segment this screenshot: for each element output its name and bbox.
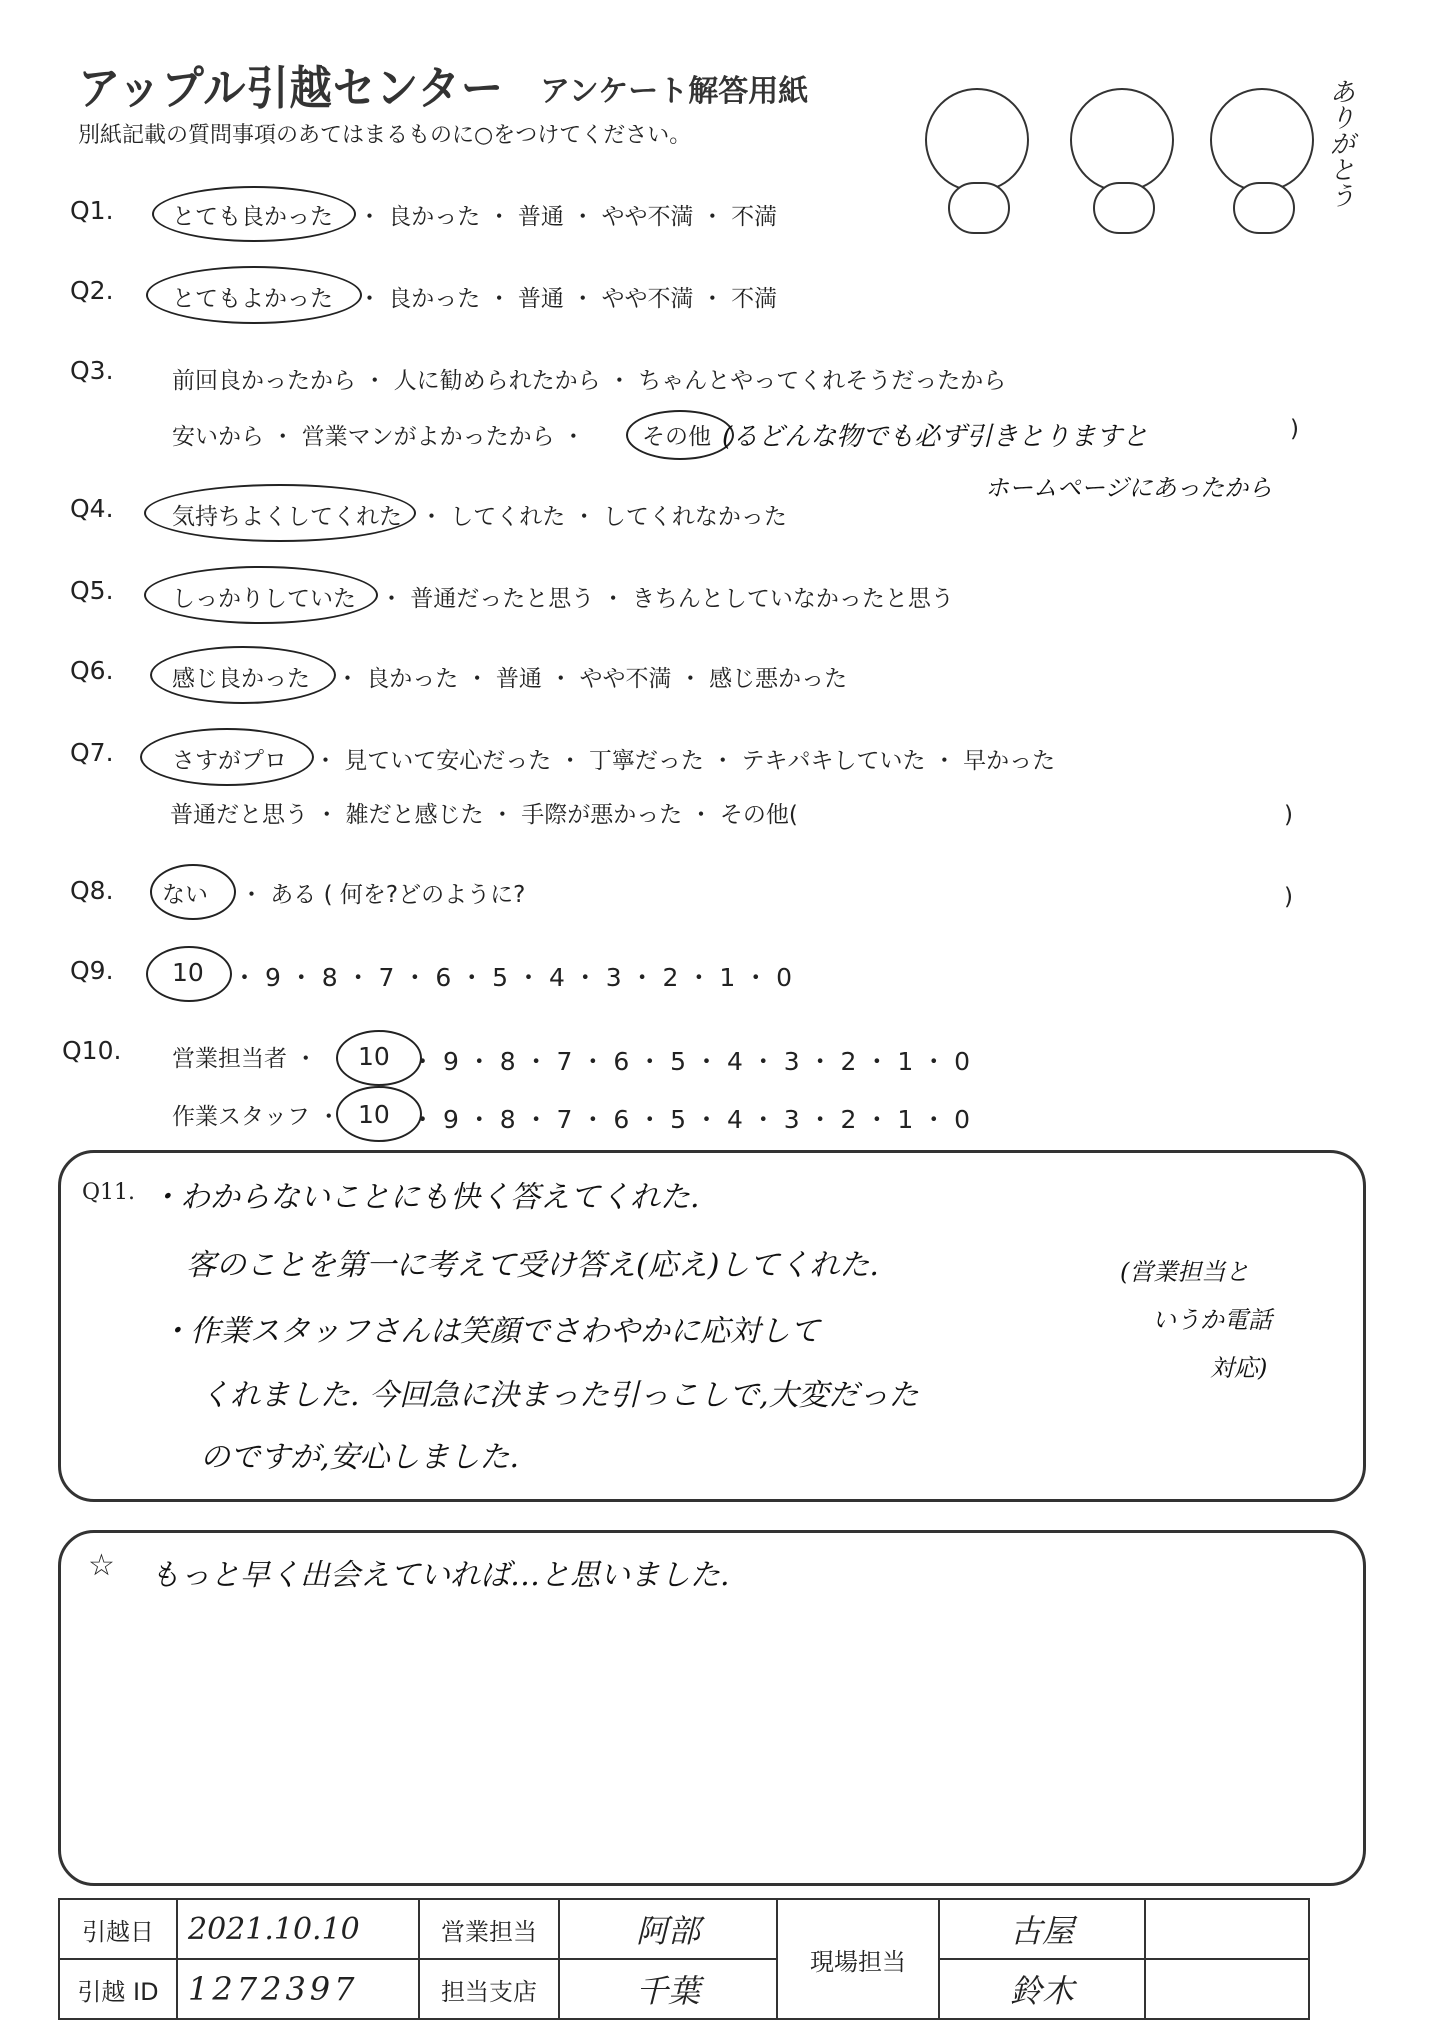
branch-value[interactable]: 千葉: [559, 1959, 777, 2019]
q2-other-options[interactable]: ・ 良かった ・ 普通 ・ やや不満 ・ 不満: [358, 286, 778, 312]
q1-other-options[interactable]: ・ 良かった ・ 普通 ・ やや不満 ・ 不満: [358, 204, 778, 230]
site-value-1[interactable]: 古屋: [939, 1899, 1145, 1959]
q11-line-1: ・わからないことにも快く答えてくれた.: [150, 1180, 700, 1215]
q10-staff-other-options[interactable]: ・ 9 ・ 8 ・ 7 ・ 6 ・ 5 ・ 4 ・ 3 ・ 2 ・ 1 ・ 0: [410, 1105, 971, 1134]
q3-options-line2[interactable]: 安いから ・ 営業マンがよかったから ・: [172, 424, 585, 450]
q10-staff-selected[interactable]: 10: [358, 1100, 390, 1129]
star-icon: ☆: [88, 1548, 115, 1583]
comment-text: もっと早く出会えていれば…と思いました.: [150, 1558, 730, 1593]
form-title: アンケート解答用紙: [540, 74, 809, 109]
move-id-label: 引越 ID: [59, 1959, 177, 2019]
site-value-2[interactable]: 鈴木: [939, 1959, 1145, 2019]
q8-other-options[interactable]: ・ ある ( 何を?どのように?: [240, 882, 526, 908]
q3-label: Q3.: [70, 356, 114, 385]
q8-selected-option[interactable]: ない: [162, 882, 208, 908]
q7-selected-option[interactable]: さすがプロ: [172, 748, 287, 774]
sales-label: 営業担当: [419, 1899, 559, 1959]
q6-selected-option[interactable]: 感じ良かった: [172, 666, 310, 692]
site-extra-cell-2[interactable]: [1145, 1959, 1309, 2019]
q10-sales-selected[interactable]: 10: [358, 1042, 390, 1071]
info-table: [58, 1898, 1310, 2020]
site-extra-cell-1[interactable]: [1145, 1899, 1309, 1959]
q2-label: Q2.: [70, 276, 114, 305]
q11-note-2: いうか電話: [1152, 1306, 1272, 1334]
q6-other-options[interactable]: ・ 良かった ・ 普通 ・ やや不満 ・ 感じ悪かった: [336, 666, 848, 692]
branch-label: 担当支店: [419, 1959, 559, 2019]
mascot-3: [1210, 88, 1314, 192]
q7-other-options-line2[interactable]: 普通だと思う ・ 雑だと感じた ・ 手際が悪かった ・ その他(: [170, 802, 798, 828]
move-date-value[interactable]: 2021.10.10: [177, 1899, 419, 1959]
move-date-label: 引越日: [59, 1899, 177, 1959]
q1-selected-option[interactable]: とても良かった: [172, 204, 333, 230]
q11-line-3: ・作業スタッフさんは笑顔でさわやかに応対して: [160, 1314, 820, 1349]
q4-label: Q4.: [70, 494, 114, 523]
q5-label: Q5.: [70, 576, 114, 605]
sales-value[interactable]: 阿部: [559, 1899, 777, 1959]
q10-label: Q10.: [62, 1036, 122, 1065]
q11-note-3: 対応): [1210, 1354, 1268, 1382]
q3-handwritten-answer-1: (るどんな物でも必ず引きとりますと: [722, 422, 1149, 452]
q7-close-paren: ): [1284, 802, 1293, 828]
q8-label: Q8.: [70, 876, 114, 905]
q5-other-options[interactable]: ・ 普通だったと思う ・ きちんとしていなかったと思う: [380, 586, 954, 612]
q4-other-options[interactable]: ・ してくれた ・ してくれなかった: [420, 504, 787, 530]
company-name: アップル引越センター: [78, 61, 505, 115]
q3-handwritten-answer-2: ホームページにあったから: [985, 474, 1273, 502]
q5-selected-option[interactable]: しっかりしていた: [172, 586, 356, 612]
q11-line-5: のですが,安心しました.: [200, 1440, 520, 1475]
q1-label: Q1.: [70, 196, 114, 225]
move-id-value[interactable]: 1272397: [177, 1959, 419, 2019]
mascot-1: [925, 88, 1029, 192]
q9-other-options[interactable]: ・ 9 ・ 8 ・ 7 ・ 6 ・ 5 ・ 4 ・ 3 ・ 2 ・ 1 ・ 0: [232, 963, 793, 992]
q6-label: Q6.: [70, 656, 114, 685]
q10-sales-other-options[interactable]: ・ 9 ・ 8 ・ 7 ・ 6 ・ 5 ・ 4 ・ 3 ・ 2 ・ 1 ・ 0: [410, 1047, 971, 1076]
q4-selected-option[interactable]: 気持ちよくしてくれた: [172, 504, 402, 530]
q9-label: Q9.: [70, 956, 114, 985]
q2-selected-option[interactable]: とてもよかった: [172, 286, 333, 312]
q8-close-paren: ): [1284, 884, 1293, 910]
q10-staff-label: 作業スタッフ ・: [172, 1104, 341, 1130]
thanks-text: ありがとう: [1325, 78, 1355, 208]
mascot-3-body: [1233, 182, 1295, 234]
q3-options-line1[interactable]: 前回良かったから ・ 人に勧められたから ・ ちゃんとやってくれそうだったから: [172, 368, 1007, 394]
q3-selected-option[interactable]: その他: [642, 424, 711, 450]
q11-label: Q11.: [82, 1180, 136, 1205]
q11-line-2: 客のことを第一に考えて受け答え(応え)してくれた.: [186, 1248, 879, 1283]
mascot-2: [1070, 88, 1174, 192]
q3-close-paren: ): [1290, 416, 1299, 442]
mascot-2-body: [1093, 182, 1155, 234]
mascot-1-body: [948, 182, 1010, 234]
q11-note-1: (営業担当と: [1120, 1258, 1250, 1286]
site-label: 現場担当: [777, 1899, 939, 2019]
q10-sales-label: 営業担当者 ・: [172, 1046, 318, 1072]
q9-selected-option[interactable]: 10: [172, 958, 204, 987]
q7-other-options-line1[interactable]: ・ 見ていて安心だった ・ 丁寧だった ・ テキパキしていた ・ 早かった: [314, 748, 1056, 774]
instructions: 別紙記載の質問事項のあてはまるものに○をつけてください。: [78, 123, 692, 148]
q11-line-4: くれました. 今回急に決まった引っこしで,大変だった: [200, 1378, 919, 1413]
q7-label: Q7.: [70, 738, 114, 767]
